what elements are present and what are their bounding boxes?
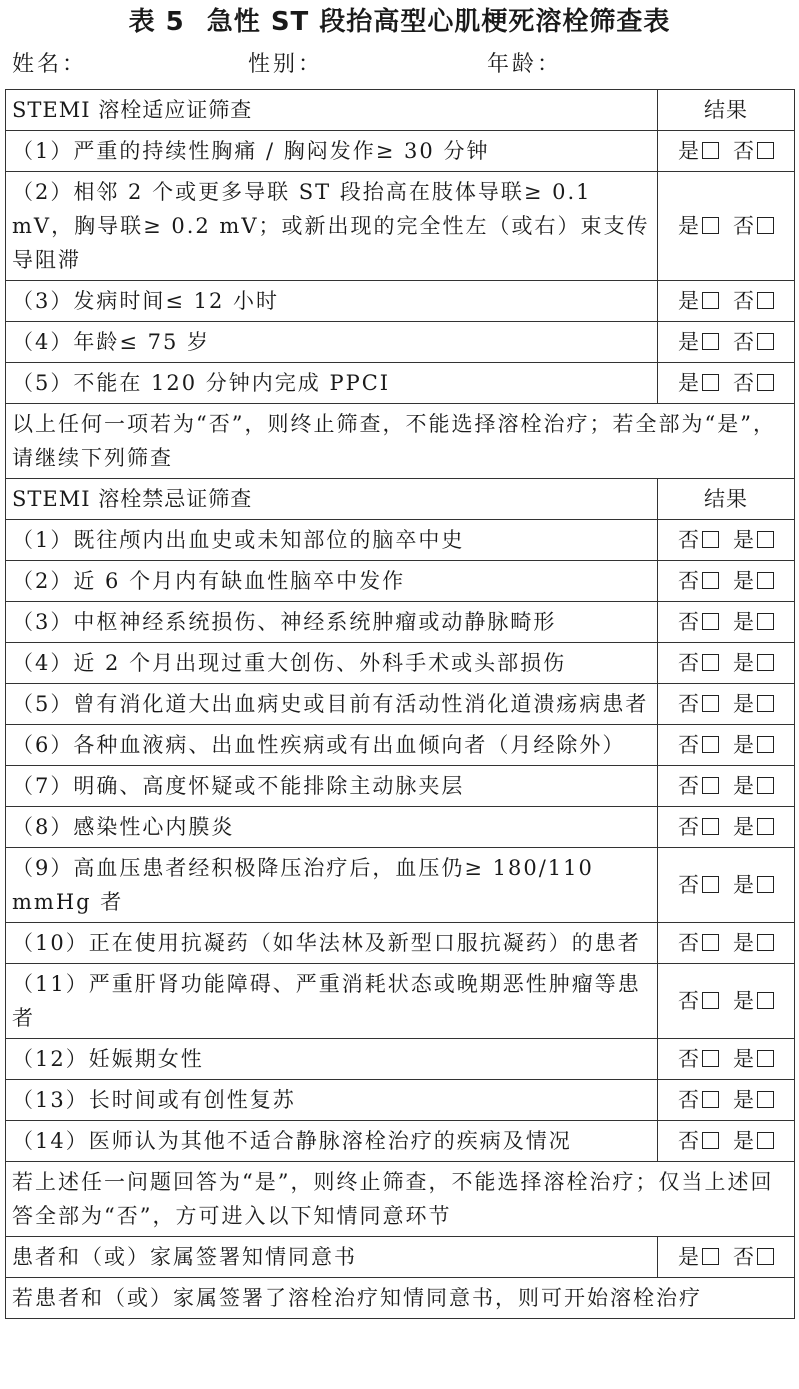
contraindication-item-10: （10）正在使用抗凝药（如华法林及新型口服抗凝药）的患者 — [6, 923, 658, 964]
checkbox[interactable] — [702, 654, 719, 671]
checkbox[interactable] — [702, 992, 719, 1009]
patient-info-row — [0, 44, 799, 86]
contraindication-item-7: （7）明确、高度怀疑或不能排除主动脉夹层 — [6, 766, 658, 807]
no-yes-choice: 否 是 — [658, 1080, 795, 1121]
table-title: 急性 ST 段抬高型心肌梗死溶栓筛查表 — [206, 7, 671, 37]
table-row — [6, 807, 795, 848]
no-yes-choice: 否 是 — [658, 848, 795, 923]
no-yes-choice: 否 是 — [658, 766, 795, 807]
contraindication-item-6: （6）各种血液病、出血性疾病或有出血倾向者（月经除外） — [6, 725, 658, 766]
indication-note-row — [6, 404, 795, 479]
table-row — [6, 602, 795, 643]
table-row — [6, 725, 795, 766]
contraindication-item-1: （1）既往颅内出血史或未知部位的脑卒中史 — [6, 520, 658, 561]
sex-label: 性别： — [248, 52, 324, 77]
yes-no-choice: 是 否 — [658, 281, 795, 322]
table-row — [6, 766, 795, 807]
checkbox[interactable] — [702, 1132, 719, 1149]
checkbox[interactable] — [757, 876, 774, 893]
yes-no-choice: 是 否 — [658, 363, 795, 404]
checkbox[interactable] — [702, 736, 719, 753]
checkbox[interactable] — [757, 736, 774, 753]
table-row — [6, 322, 795, 363]
checkbox[interactable] — [757, 654, 774, 671]
table-row — [6, 1121, 795, 1162]
checkbox[interactable] — [757, 333, 774, 350]
no-yes-choice: 否 是 — [658, 602, 795, 643]
contraindication-note-row — [6, 1162, 795, 1237]
checkbox[interactable] — [702, 695, 719, 712]
indication-item-4: （4）年龄≤ 75 岁 — [6, 322, 658, 363]
table-row — [6, 684, 795, 725]
contraindication-item-13: （13）长时间或有创性复苏 — [6, 1080, 658, 1121]
checkbox[interactable] — [757, 695, 774, 712]
table-row — [6, 172, 795, 281]
checkbox[interactable] — [702, 777, 719, 794]
consent-note: 若患者和（或）家属签署了溶栓治疗知情同意书，则可开始溶栓治疗 — [6, 1278, 795, 1319]
checkbox[interactable] — [702, 142, 719, 159]
checkbox[interactable] — [757, 992, 774, 1009]
checkbox[interactable] — [757, 1132, 774, 1149]
checkbox[interactable] — [757, 217, 774, 234]
checkbox[interactable] — [757, 531, 774, 548]
age-label: 年龄： — [487, 52, 563, 77]
indication-header-row — [6, 90, 795, 131]
name-label: 姓名： — [12, 52, 88, 77]
table-row — [6, 131, 795, 172]
contraindication-item-9: （9）高血压患者经积极降压治疗后，血压仍≥ 180/110 mmHg 者 — [6, 848, 658, 923]
table-row — [6, 923, 795, 964]
checkbox[interactable] — [757, 818, 774, 835]
checkbox[interactable] — [702, 374, 719, 391]
checkbox[interactable] — [757, 292, 774, 309]
checkbox[interactable] — [757, 934, 774, 951]
no-yes-choice: 否 是 — [658, 725, 795, 766]
table-row — [6, 561, 795, 602]
checkbox[interactable] — [757, 142, 774, 159]
contraindication-item-5: （5）曾有消化道大出血病史或目前有活动性消化道溃疡病患者 — [6, 684, 658, 725]
checkbox[interactable] — [757, 1091, 774, 1108]
contraindication-note: 若上述任一问题回答为“是”，则终止筛查，不能选择溶栓治疗；仅当上述回答全部为“否”，方可进入以下知情同意环节 — [6, 1162, 795, 1237]
contraindication-header: STEMI 溶栓禁忌证筛查 — [6, 479, 658, 520]
indication-note: 以上任何一项若为“否”，则终止筛查，不能选择溶栓治疗；若全部为“是”，请继续下列筛查 — [6, 404, 795, 479]
result-header: 结果 — [658, 479, 795, 520]
no-yes-choice: 否 是 — [658, 684, 795, 725]
no-yes-choice: 否 是 — [658, 1039, 795, 1080]
checkbox[interactable] — [757, 777, 774, 794]
yes-no-choice: 是 否 — [658, 131, 795, 172]
checkbox[interactable] — [702, 531, 719, 548]
checkbox[interactable] — [757, 1050, 774, 1067]
no-yes-choice: 否 是 — [658, 807, 795, 848]
consent-label: 患者和（或）家属签署知情同意书 — [6, 1237, 658, 1278]
yes-no-choice: 是 否 — [658, 1237, 795, 1278]
no-yes-choice: 否 是 — [658, 1121, 795, 1162]
contraindication-header-row — [6, 479, 795, 520]
checkbox[interactable] — [702, 1091, 719, 1108]
indication-item-2: （2）相邻 2 个或更多导联 ST 段抬高在肢体导联≥ 0.1 mV，胸导联≥ 0.2 mV；或新出现的完全性左（或右）束支传导阻滞 — [6, 172, 658, 281]
checkbox[interactable] — [702, 876, 719, 893]
yes-no-choice: 是 否 — [658, 322, 795, 363]
no-yes-choice: 否 是 — [658, 643, 795, 684]
table-number: 表 5 — [128, 7, 185, 37]
yes-no-choice: 是 否 — [658, 172, 795, 281]
table-row — [6, 363, 795, 404]
checkbox[interactable] — [702, 572, 719, 589]
checkbox[interactable] — [702, 1248, 719, 1265]
indication-header: STEMI 溶栓适应证筛查 — [6, 90, 658, 131]
consent-note-row — [6, 1278, 795, 1319]
table-row — [6, 1080, 795, 1121]
checkbox[interactable] — [702, 333, 719, 350]
contraindication-item-2: （2）近 6 个月内有缺血性脑卒中发作 — [6, 561, 658, 602]
screening-table — [5, 89, 795, 1319]
checkbox[interactable] — [702, 217, 719, 234]
checkbox[interactable] — [757, 1248, 774, 1265]
checkbox[interactable] — [702, 1050, 719, 1067]
contraindication-item-12: （12）妊娠期女性 — [6, 1039, 658, 1080]
checkbox[interactable] — [702, 934, 719, 951]
no-yes-choice: 否 是 — [658, 964, 795, 1039]
indication-item-3: （3）发病时间≤ 12 小时 — [6, 281, 658, 322]
no-yes-choice: 否 是 — [658, 923, 795, 964]
indication-item-5: （5）不能在 120 分钟内完成 PPCI — [6, 363, 658, 404]
checkbox[interactable] — [757, 374, 774, 391]
indication-item-1: （1）严重的持续性胸痛 / 胸闷发作≥ 30 分钟 — [6, 131, 658, 172]
table-row — [6, 643, 795, 684]
no-yes-choice: 否 是 — [658, 520, 795, 561]
table-row — [6, 281, 795, 322]
contraindication-item-11: （11）严重肝肾功能障碍、严重消耗状态或晚期恶性肿瘤等患者 — [6, 964, 658, 1039]
page-title — [0, 0, 799, 44]
contraindication-item-3: （3）中枢神经系统损伤、神经系统肿瘤或动静脉畸形 — [6, 602, 658, 643]
table-row — [6, 848, 795, 923]
checkbox[interactable] — [702, 818, 719, 835]
consent-row — [6, 1237, 795, 1278]
checkbox[interactable] — [702, 613, 719, 630]
result-header: 结果 — [658, 90, 795, 131]
contraindication-item-4: （4）近 2 个月出现过重大创伤、外科手术或头部损伤 — [6, 643, 658, 684]
checkbox[interactable] — [702, 292, 719, 309]
contraindication-item-8: （8）感染性心内膜炎 — [6, 807, 658, 848]
table-row — [6, 964, 795, 1039]
checkbox[interactable] — [757, 613, 774, 630]
contraindication-item-14: （14）医师认为其他不适合静脉溶栓治疗的疾病及情况 — [6, 1121, 658, 1162]
checkbox[interactable] — [757, 572, 774, 589]
no-yes-choice: 否 是 — [658, 561, 795, 602]
table-row — [6, 1039, 795, 1080]
table-row — [6, 520, 795, 561]
